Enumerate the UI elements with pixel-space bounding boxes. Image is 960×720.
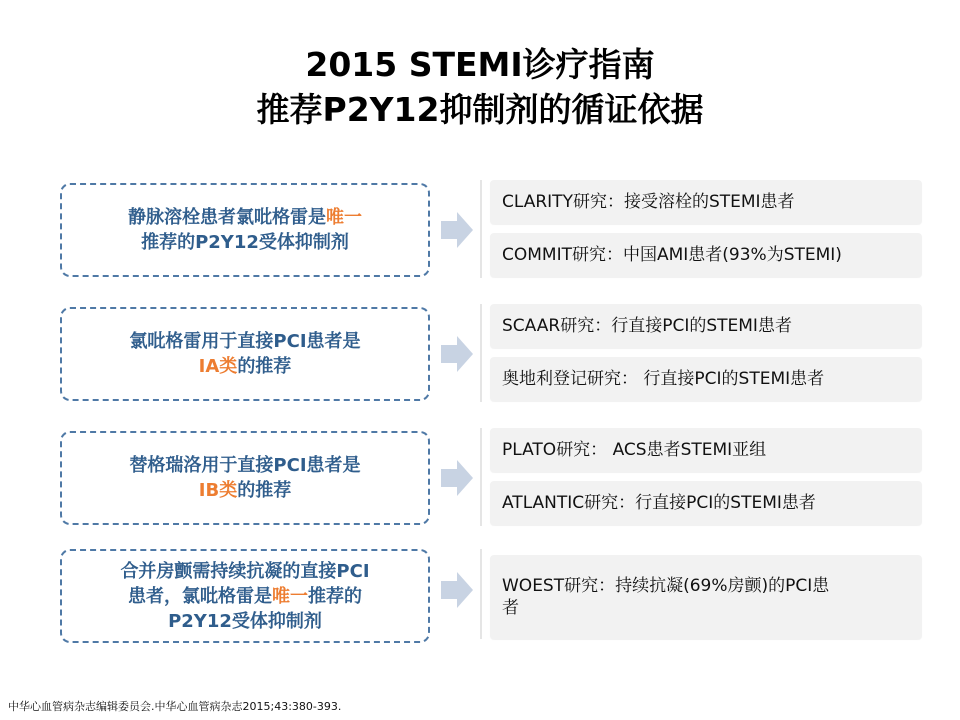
rec-1-text-a: 静脉溶栓患者氯吡格雷是 <box>128 207 326 228</box>
recommendation-box-4 <box>60 549 430 643</box>
study-box-atlantic: ATLANTIC研究：行直接PCI的STEMI患者 <box>490 481 922 525</box>
rec-1-highlight: 唯一 <box>326 207 362 228</box>
arrow-right-icon <box>441 572 473 608</box>
recommendation-box-3 <box>60 431 430 525</box>
page-title <box>0 42 960 132</box>
title-line-1: 2015 STEMI诊疗指南 <box>305 45 655 84</box>
study-box-commit: COMMIT研究：中国AMI患者(93%为STEMI) <box>490 233 922 277</box>
rec-4-text-d: P2Y12受体抑制剂 <box>168 610 322 632</box>
bracket-line <box>480 180 482 278</box>
bracket-line <box>480 304 482 402</box>
rec-2-highlight: IA类 <box>198 356 238 377</box>
rec-2-text-b: 的推荐 <box>237 356 292 377</box>
rec-4-highlight: 唯一 <box>271 585 308 607</box>
study-box-plato: PLATO研究： ACS患者STEMI亚组 <box>490 428 922 472</box>
rec-2-text-a: 氯吡格雷用于直接PCI患者是 <box>129 331 361 352</box>
study-woest-text: WOEST研究：持续抗凝(69%房颤)的PCI患者 <box>502 576 830 618</box>
rec-3-text-a: 替格瑞洛用于直接PCI患者是 <box>129 455 361 476</box>
rec-3-highlight: IB类 <box>198 480 238 501</box>
rec-3-text-b: 的推荐 <box>237 480 292 501</box>
bracket-line <box>480 549 482 639</box>
rec-4-text-a: 合并房颤需持续抗凝的直接PCI <box>120 560 370 582</box>
arrow-right-icon <box>441 336 473 372</box>
title-line-2: 推荐P2Y12抑制剂的循证依据 <box>256 90 704 129</box>
study-box-austria-registry: 奥地利登记研究： 行直接PCI的STEMI患者 <box>490 357 922 401</box>
study-box-scaar: SCAAR研究：行直接PCI的STEMI患者 <box>490 304 922 348</box>
rec-4-text-b: 患者，氯吡格雷是 <box>127 585 272 607</box>
arrow-right-icon <box>441 212 473 248</box>
bracket-line <box>480 428 482 526</box>
rec-1-text-b: 推荐的P2Y12受体抑制剂 <box>141 232 349 253</box>
study-box-clarity: CLARITY研究：接受溶栓的STEMI患者 <box>490 180 922 224</box>
arrow-right-icon <box>441 460 473 496</box>
recommendation-box-1 <box>60 183 430 277</box>
recommendation-box-2 <box>60 307 430 401</box>
reference-footnote: 中华心血管病杂志编辑委员会.中华心血管病杂志2015;43:380-393. <box>8 700 342 713</box>
rec-4-text-c: 推荐的 <box>307 585 362 607</box>
study-box-woest <box>490 555 922 639</box>
